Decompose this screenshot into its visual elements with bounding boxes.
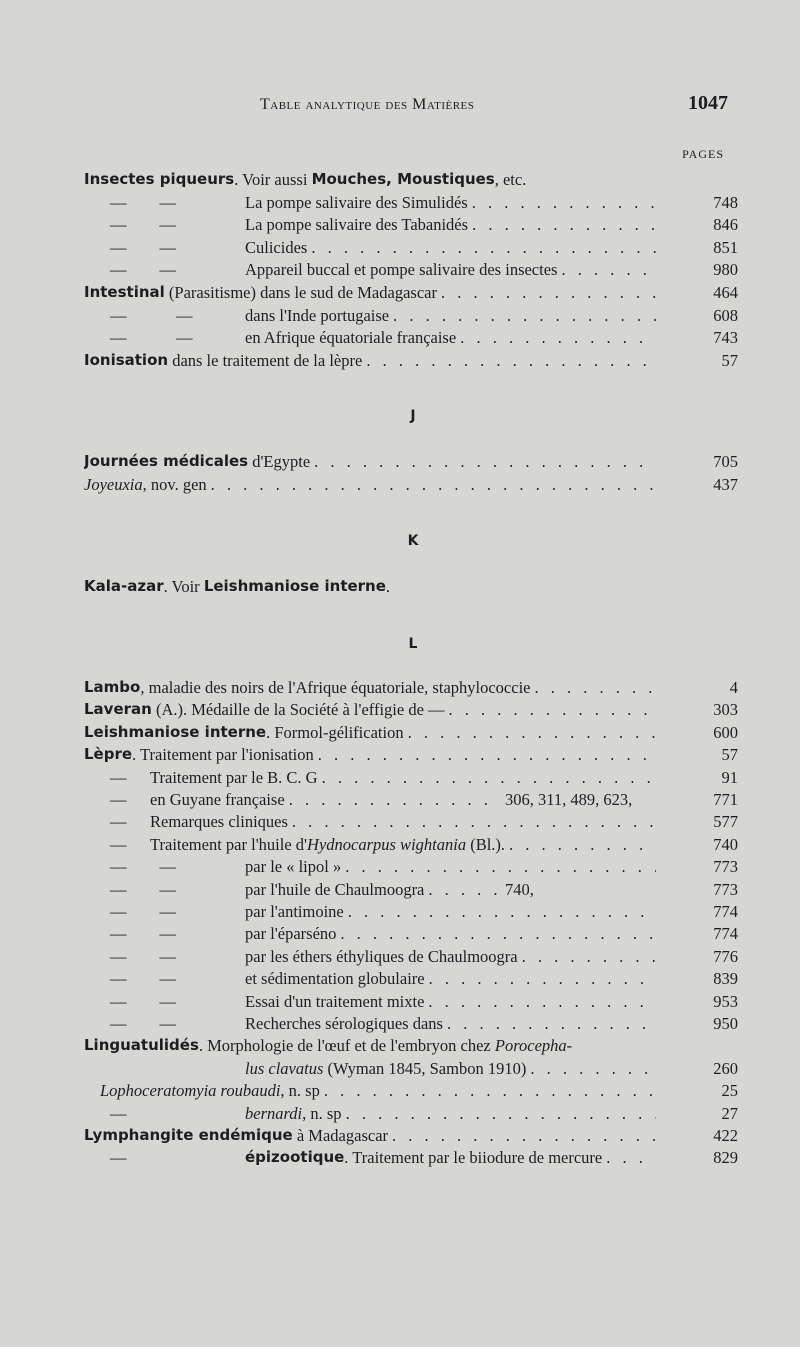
entry-text (84, 700, 656, 720)
entry-segment: par les éthers éthyliques de Chaulmoogra (245, 946, 518, 966)
entry-text (245, 1059, 656, 1079)
dot-leader (602, 1148, 656, 1168)
ditto-dashes: — — (110, 1014, 176, 1033)
index-entry (0, 306, 800, 328)
entry-segment: dans le traitement de la lèpre (168, 350, 363, 370)
entry-segment: par le « lipol » (245, 857, 342, 877)
entry-text (245, 992, 656, 1012)
index-entry (0, 924, 800, 946)
entry-text (84, 577, 656, 597)
entry-segment: par l'éparséno (245, 924, 337, 944)
page-reference: 773 (713, 879, 738, 899)
ditto-dashes: — (110, 812, 127, 832)
dot-leader (530, 678, 656, 698)
page-reference: 422 (713, 1126, 738, 1145)
index-entry (0, 1014, 800, 1036)
entry-segment: . Voir (163, 577, 204, 596)
entry-text (84, 723, 656, 743)
page-reference: 846 (713, 215, 738, 235)
page-reference: 776 (713, 946, 738, 966)
index-entry (0, 170, 800, 192)
entry-segment: , nov. gen (142, 474, 207, 494)
index-entry (0, 1059, 800, 1081)
entry-segment: . Formol-gélification (266, 722, 404, 742)
ditto-dashes: — — (110, 902, 176, 921)
entry-segment: Leishmaniose interne (84, 722, 267, 741)
index-entry (0, 260, 800, 282)
page-reference: 774 (713, 902, 738, 921)
entry-text (245, 902, 656, 922)
additional-pages: 306, 311, 489, 623, (505, 790, 633, 809)
entry-segment: (Wyman 1845, Sambon 1910) (323, 1058, 527, 1078)
entry-text (150, 790, 500, 810)
entry-text (84, 1126, 656, 1146)
entry-segment: par l'antimoine (245, 902, 344, 921)
dot-leader (320, 1081, 656, 1101)
entry-text (245, 1148, 656, 1168)
ditto-dashes: — — (110, 215, 176, 235)
dot-leader (404, 723, 656, 743)
entry-segment: Lambo (84, 678, 141, 696)
entry-segment: Lèpre (84, 745, 133, 764)
entry-segment: Remarques cliniques (150, 812, 288, 832)
dot-leader (505, 835, 656, 855)
page-reference: 740 (713, 834, 738, 854)
entry-segment: à Madagascar (292, 1126, 389, 1145)
entry-segment: Linguatulidés (84, 1036, 199, 1055)
page-reference: 25 (721, 1081, 738, 1101)
dot-leader (389, 306, 656, 326)
entry-segment: , n. sp (280, 1081, 320, 1101)
dot-leader (424, 992, 656, 1012)
entry-segment: Ionisation (84, 350, 169, 369)
index-entry (0, 992, 800, 1014)
entry-text (245, 1014, 656, 1034)
dot-leader (314, 745, 656, 765)
entry-segment: épizootique (245, 1148, 345, 1167)
ditto-dashes: — — (110, 879, 176, 899)
dot-leader (443, 1014, 656, 1034)
dot-leader (572, 1036, 656, 1056)
dot-leader (342, 1104, 656, 1124)
page-reference: 771 (713, 790, 738, 809)
page-reference: 303 (713, 700, 738, 720)
ditto-dashes: — (110, 1148, 127, 1168)
entry-segment: Traitement par l'huile d' (150, 834, 308, 854)
index-entry (0, 745, 800, 767)
entry-text (84, 678, 656, 698)
index-entry (0, 678, 800, 700)
ditto-dashes: — — (110, 991, 176, 1011)
page-reference: 577 (713, 812, 738, 832)
page-reference: 980 (713, 260, 738, 280)
entry-segment: Essai d'un traitement mixte (245, 991, 425, 1011)
entry-text (84, 351, 656, 371)
entry-segment: Joyeuxia (84, 474, 143, 494)
ditto-dashes: — — (110, 857, 176, 877)
entry-segment: , maladie des noirs de l'Afrique équatoriale, staphylococcie (140, 678, 531, 697)
index-entry (0, 1148, 800, 1170)
entry-segment: d'Egypte (248, 452, 311, 471)
index-entry (0, 193, 800, 215)
entry-segment: Kala-azar (84, 577, 164, 595)
page-reference: 464 (713, 283, 738, 302)
ditto-dashes: — (110, 767, 127, 787)
index-entry (0, 790, 800, 812)
entry-text (245, 947, 656, 967)
ditto-dashes: — — (110, 260, 176, 280)
entry-segment: Leishmaniose interne (203, 577, 386, 595)
dot-leader (445, 700, 656, 720)
ditto-dashes: — — (110, 305, 193, 325)
dot-leader (307, 238, 656, 258)
dot-leader (310, 452, 656, 472)
dot-leader (425, 969, 656, 989)
entry-segment: Laveran (84, 700, 152, 719)
entry-text (150, 835, 656, 855)
index-entry (0, 880, 800, 902)
page-reference: 953 (713, 991, 738, 1011)
dot-leader (336, 924, 656, 944)
letter-heading-l: L (408, 636, 418, 652)
dot-leader (285, 790, 500, 810)
entry-text (84, 452, 656, 472)
entry-text (245, 238, 656, 258)
entry-segment: , n. sp (302, 1103, 342, 1123)
entry-text (245, 880, 500, 900)
entry-text (84, 475, 656, 495)
page-number: 1047 (688, 92, 728, 114)
entry-segment: (A.). Médaille de la Société à l'effigie de — (151, 700, 445, 720)
dot-leader (437, 283, 656, 303)
index-entry (0, 857, 800, 879)
ditto-dashes: — — (110, 328, 193, 348)
entry-text (245, 969, 656, 989)
entry-text (84, 170, 656, 190)
index-entry (0, 475, 800, 497)
entry-segment: (Parasitisme) dans le sud de Madagascar (164, 283, 437, 302)
ditto-dashes: — — (110, 969, 176, 989)
ditto-dashes: — — (110, 924, 176, 944)
entry-segment: Porocepha- (494, 1036, 573, 1056)
entry-text (84, 283, 656, 303)
page-reference: 743 (713, 328, 738, 348)
dot-leader (468, 215, 656, 235)
entry-segment: lus clavatus (245, 1058, 324, 1078)
dot-leader (341, 857, 656, 877)
dot-leader (456, 328, 656, 348)
entry-segment: Journées médicales (84, 452, 249, 470)
entry-text (84, 1036, 656, 1056)
index-entry (0, 1081, 800, 1103)
index-entry (0, 215, 800, 237)
entry-segment: par l'huile de Chaulmoogra (245, 879, 425, 899)
running-title: Table analytique des Matières (260, 96, 475, 113)
entry-segment: et sédimentation globulaire (245, 969, 425, 989)
index-entry (0, 452, 800, 474)
dot-leader (207, 475, 656, 495)
page-reference: 4 (729, 678, 738, 697)
entry-text (84, 745, 656, 765)
entry-segment: . Traitement par l'ionisation (132, 745, 314, 765)
entry-segment: Culicides (245, 237, 308, 257)
page-reference: 27 (721, 1103, 738, 1123)
entry-segment: bernardi (245, 1103, 303, 1123)
dot-leader (468, 193, 656, 213)
dot-leader (388, 1126, 656, 1146)
ditto-dashes: — (110, 1103, 127, 1123)
page-reference: 91 (721, 767, 738, 787)
entry-text (245, 328, 656, 348)
index-entry (0, 902, 800, 924)
index-entry (0, 969, 800, 991)
page-reference: 608 (713, 305, 738, 325)
entry-segment: . Morphologie de l'œuf et de l'embryon chez (198, 1036, 495, 1056)
ditto-dashes: — (110, 790, 127, 809)
page-reference: 950 (713, 1014, 738, 1033)
dot-leader (344, 902, 656, 922)
entry-text (245, 924, 656, 944)
page-reference: 600 (713, 722, 738, 742)
index-entry (0, 238, 800, 260)
index-entry (0, 1104, 800, 1126)
entry-segment: Appareil buccal et pompe salivaire des insectes (245, 260, 558, 280)
entry-text (245, 857, 656, 877)
page-reference: 437 (713, 474, 738, 494)
entry-segment: . (385, 577, 391, 596)
pages-column-label: PAGES (682, 147, 724, 161)
index-entry (0, 723, 800, 745)
index-entry (0, 700, 800, 722)
ditto-dashes: — (110, 834, 127, 854)
entry-segment: Traitement par le B. C. G (150, 767, 318, 787)
entry-text (245, 193, 656, 213)
dot-leader (288, 812, 656, 832)
page-reference: 839 (713, 969, 738, 989)
dot-leader (362, 351, 656, 371)
letter-heading-j: J (410, 408, 416, 424)
dot-leader (526, 1059, 656, 1079)
index-entry (0, 768, 800, 790)
page-reference: 705 (713, 452, 738, 471)
dot-leader (526, 170, 656, 190)
index-entry (0, 577, 800, 599)
page-reference: 829 (713, 1148, 738, 1168)
additional-pages: 740, (505, 879, 534, 899)
page-reference: 260 (713, 1058, 738, 1078)
entry-text (150, 768, 656, 788)
index-entry (0, 283, 800, 305)
dot-leader (557, 260, 656, 280)
entry-segment: , etc. (494, 170, 527, 189)
entry-segment: Hydnocarpus wightania (307, 834, 467, 854)
page-reference: 774 (713, 924, 738, 944)
index-entry (0, 812, 800, 834)
dot-leader (424, 880, 500, 900)
page-reference: 773 (713, 857, 738, 877)
entry-text (245, 215, 656, 235)
index-entry (0, 351, 800, 373)
page-reference: 851 (713, 237, 738, 257)
entry-segment: (Bl.). (466, 834, 506, 854)
index-entry (0, 947, 800, 969)
entry-text (245, 306, 656, 326)
ditto-dashes: — — (110, 946, 176, 966)
entry-segment: Mouches, Moustiques (311, 170, 495, 188)
entry-segment: Intestinal (84, 283, 165, 301)
entry-text (100, 1081, 656, 1101)
entry-text (245, 1104, 656, 1124)
dot-leader (390, 577, 656, 597)
index-entry (0, 1126, 800, 1148)
dot-leader (518, 947, 656, 967)
index-entry (0, 1036, 800, 1058)
index-entry (0, 328, 800, 350)
entry-text (150, 812, 656, 832)
entry-segment: La pompe salivaire des Simulidés (245, 192, 468, 212)
entry-text (245, 260, 656, 280)
page-reference: 748 (713, 192, 738, 212)
entry-segment: La pompe salivaire des Tabanidés (245, 215, 469, 235)
index-entry (0, 835, 800, 857)
dot-leader (318, 768, 656, 788)
entry-segment: dans l'Inde portugaise (245, 305, 390, 325)
entry-segment: . Traitement par le biiodure de mercure (344, 1148, 603, 1168)
entry-segment: Insectes piqueurs (84, 170, 235, 188)
entry-segment: . Voir aussi (234, 170, 312, 189)
entry-segment: Lymphangite endémique (84, 1126, 293, 1144)
page-reference: 57 (721, 350, 738, 370)
ditto-dashes: — — (110, 192, 176, 212)
entry-segment: Lophoceratomyia roubaudi (100, 1081, 281, 1101)
entry-segment: Recherches sérologiques dans (245, 1014, 443, 1033)
entry-segment: en Guyane française (150, 790, 285, 809)
entry-segment: en Afrique équatoriale française (245, 328, 457, 348)
page-reference: 57 (721, 745, 738, 765)
letter-heading-k: K (407, 533, 419, 549)
ditto-dashes: — — (110, 237, 176, 257)
